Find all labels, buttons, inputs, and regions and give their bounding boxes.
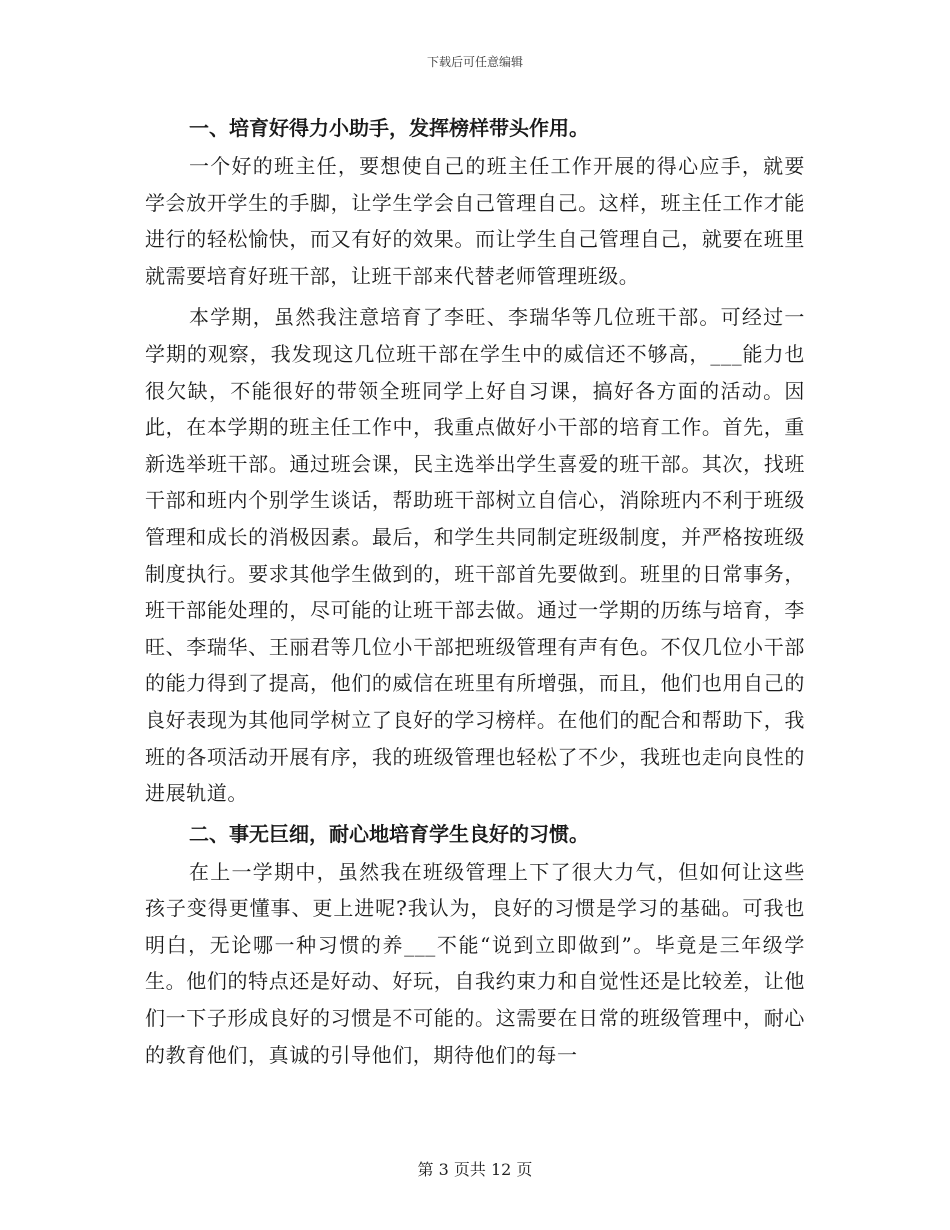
paragraph: 本学期，虽然我注意培育了李旺、李瑞华等几位班干部。可经过一学期的观察，我发现这几位班干部在学生中的威信还不够高，___能力也很欠缺，不能很好的带领全班同学上好自习课，搞好各方面的活动。因此，在本学期的班主任工作中，我重点做好小干部的培育工作。首先，重新选举班干部。通过班会课，民主选举出学生喜爱的班干部。其次，找班干部和班内个别学生谈话，帮助班干部树立自信心，消除班内不利于班级管理和成长的消极因素。最后，和学生共同制定班级制度，并严格按班级制度执行。要求其他学生做到的，班干部首先要做到。班里的日常事务，班干部能处理的，尽可能的让班干部去做。通过一学期的历练与培育，李旺、李瑞华、王丽君等几位小干部把班级管理有声有色。不仅几位小干部的能力得到了提高，他们的威信在班里有所增强，而且，他们也用自己的良好表现为其他同学树立了良好的学习榜样。在他们的配合和帮助下，我班的各项活动开展有序，我的班级管理也轻松了不少，我班也走向良性的进展轨道。 <box>145 305 805 806</box>
section-1 <box>145 108 805 812</box>
page-header: 下载后可任意编辑 <box>426 55 523 69</box>
section-2 <box>145 814 805 1074</box>
document-body <box>145 108 805 1073</box>
section-heading: 二、事无巨细，耐心地培育学生良好的习惯。 <box>189 821 589 846</box>
paragraph: 一个好的班主任，要想使自己的班主任工作开展的得心应手，就要学会放开学生的手脚，让学生学会自己管理自己。这样，班主任工作才能进行的轻松愉快，而又有好的效果。而让学生自己管理自己，就要在班里就需要培育好班干部，让班干部来代替老师管理班级。 <box>145 154 805 288</box>
page-footer: 第 3 页共 12 页 <box>417 1160 533 1179</box>
section-heading: 一、培育好得力小助手，发挥榜样带头作用。 <box>189 116 589 140</box>
paragraph: 在上一学期中，虽然我在班级管理上下了很大力气，但如何让这些孩子变得更懂事、更上进呢?我认为，良好的习惯是学习的基础。可我也明白，无论哪一种习惯的养___不能“说到立即做到”。毕竟是三年级学生。他们的特点还是好动、好玩，自我约束力和自觉性还是比较差，让他们一下子形成良好的习惯是不可能的。这需要在日常的班级管理中，耐心的教育他们，真诚的引导他们，期待他们的每一 <box>145 859 805 1067</box>
